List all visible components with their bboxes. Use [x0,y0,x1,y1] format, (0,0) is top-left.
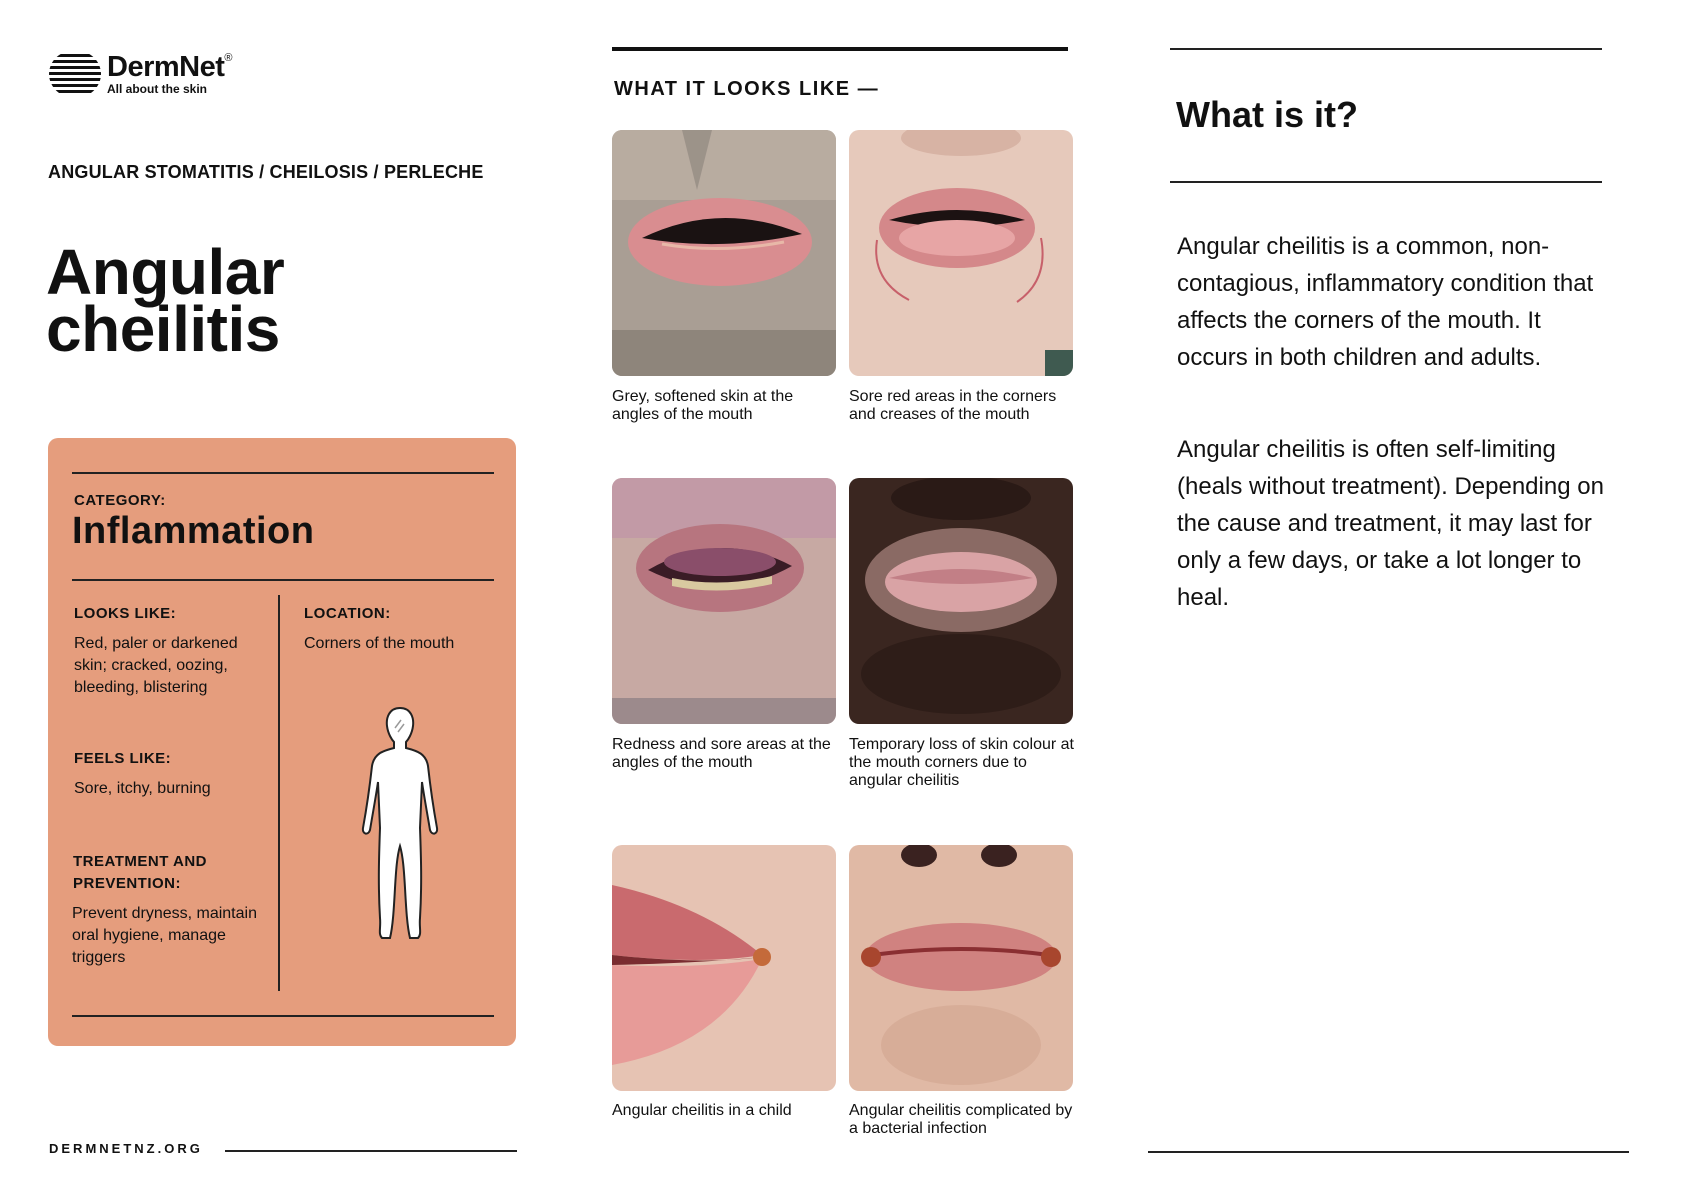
globe-logo-icon [49,50,101,98]
looks-like-value: Red, paler or darkened skin; cracked, oozing, bleeding, blistering [74,635,238,696]
photo-caption: Grey, softened skin at the angles of the mouth [612,388,794,423]
photo-caption: Temporary loss of skin colour at the mouth corners due to angular cheilitis [849,736,1074,789]
clinical-photo[interactable] [849,845,1073,1091]
treatment-label: TREATMENT AND PREVENTION: [73,853,207,892]
photo-caption: Redness and sore areas at the angles of the mouth [612,736,831,771]
section-top-divider [1170,48,1602,50]
location-value: Corners of the mouth [304,635,455,652]
gallery-heading: WHAT IT LOOKS LIKE — [614,78,880,100]
card-divider [72,472,494,474]
dermnet-logo[interactable] [49,50,232,98]
clinical-photo[interactable] [849,478,1073,724]
photo-caption: Sore red areas in the corners and creases of the mouth [849,388,1057,423]
clinical-photo[interactable] [612,130,836,376]
footer-divider [225,1150,517,1152]
category-value: Inflammation [72,510,315,552]
photo-caption: Angular cheilitis complicated by a bacterial infection [849,1102,1073,1137]
category-label: CATEGORY: [74,492,166,509]
info-card [48,438,516,1046]
section-top-divider [612,47,1068,51]
clinical-photo[interactable] [612,845,836,1091]
description-paragraph: Angular cheilitis is often self-limiting (heals without treatment). Depending on the cause and treatment, it may last for only a few days, or take a lot longer to heal. [1177,436,1604,611]
brand-name: DermNet® [107,51,232,83]
clinical-photo[interactable] [612,478,836,724]
card-column-divider [278,595,280,991]
what-is-it-heading: What is it? [1176,94,1358,135]
footer-divider [1148,1151,1629,1153]
card-divider [72,579,494,581]
looks-like-label: LOOKS LIKE: [74,605,177,622]
card-divider [72,1015,494,1017]
treatment-value: Prevent dryness, maintain oral hygiene, manage triggers [72,905,257,966]
alternate-names: ANGULAR STOMATITIS / CHEILOSIS / PERLECHE [48,162,484,182]
brand-tagline: All about the skin [107,82,208,96]
section-divider [1170,181,1602,183]
photo-caption: Angular cheilitis in a child [612,1102,792,1119]
site-url[interactable]: DERMNETNZ.ORG [49,1141,203,1156]
feels-like-value: Sore, itchy, burning [74,780,211,797]
body-figure-icon [360,706,440,942]
page-title: Angular cheilitis [46,236,285,365]
clinical-photo[interactable] [849,130,1073,376]
feels-like-label: FEELS LIKE: [74,750,172,767]
location-label: LOCATION: [304,605,391,622]
description-paragraph: Angular cheilitis is a common, non-contagious, inflammatory condition that affects the corners of the mouth. It occurs in both children and adults. [1177,233,1594,371]
